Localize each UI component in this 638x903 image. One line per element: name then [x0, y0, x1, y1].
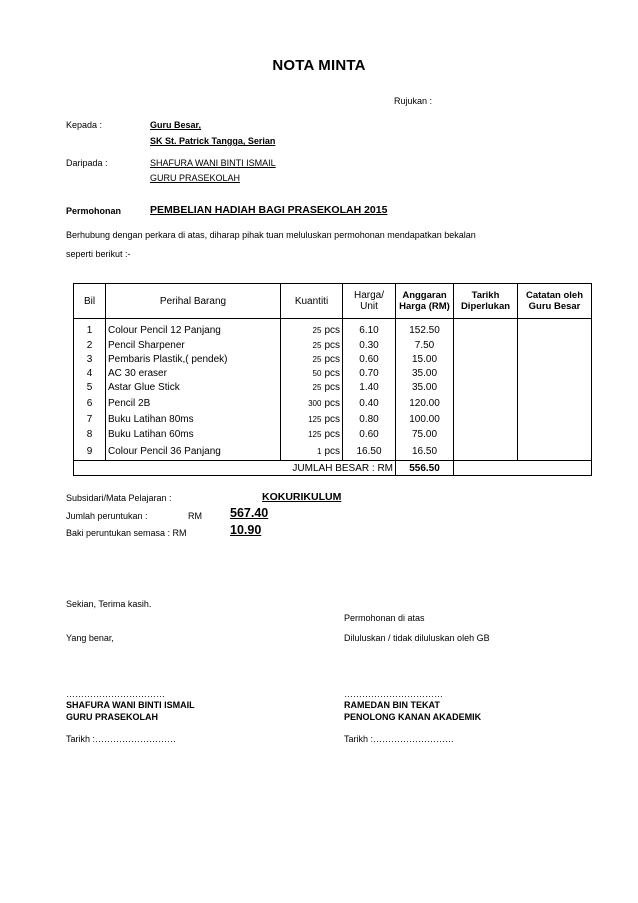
row-catatan — [518, 395, 592, 411]
total-blank — [454, 461, 592, 476]
table-row — [74, 442, 592, 461]
row-kuantiti — [281, 411, 343, 427]
table-row — [74, 411, 592, 427]
row-qty-number: 50 — [312, 368, 322, 378]
row-tarikh — [454, 338, 518, 352]
total-label: JUMLAH BESAR : RM — [74, 461, 396, 476]
row-qty-unit: pcs — [324, 367, 340, 379]
row-item: Buku Latihan 80ms — [106, 411, 281, 427]
permohonan-value: PEMBELIAN HADIAH BAGI PRASEKOLAH 2015 — [150, 204, 388, 216]
header-catatan — [518, 284, 592, 319]
daripada-label: Daripada : — [66, 158, 108, 168]
row-anggaran: 35.00 — [396, 366, 454, 380]
row-tarikh — [454, 380, 518, 395]
baki-value: 10.90 — [230, 523, 262, 537]
row-qty-unit: pcs — [324, 353, 340, 365]
baki-label: Baki peruntukan semasa : RM — [66, 528, 187, 538]
table-header-row — [74, 284, 592, 319]
row-kuantiti — [281, 338, 343, 352]
daripada-line2: GURU PRASEKOLAH — [150, 173, 241, 183]
header-harga-line1: Harga/ — [353, 290, 384, 301]
row-kuantiti — [281, 319, 343, 339]
sign-left-name: SHAFURA WANI BINTI ISMAIL — [66, 700, 195, 710]
header-catatan-line1: Catatan oleh — [525, 290, 583, 301]
row-kuantiti — [281, 427, 343, 442]
row-item: AC 30 eraser — [106, 366, 281, 380]
page-title: NOTA MINTA — [272, 57, 366, 74]
row-harga: 0.70 — [343, 366, 396, 380]
rujukan-label: Rujukan : — [394, 96, 433, 106]
tarikh-right: Tarikh :……………………… — [344, 734, 455, 744]
sign-right-title: PENOLONG KANAN AKADEMIK — [344, 712, 482, 722]
sign-right-name: RAMEDAN BIN TEKAT — [344, 700, 440, 710]
row-tarikh — [454, 319, 518, 339]
row-anggaran: 152.50 — [396, 319, 454, 339]
row-tarikh — [454, 427, 518, 442]
row-item: Pembaris Plastik,( pendek) — [106, 352, 281, 366]
row-harga: 0.80 — [343, 411, 396, 427]
row-kuantiti — [281, 395, 343, 411]
table-row — [74, 352, 592, 366]
row-tarikh — [454, 411, 518, 427]
row-qty-unit: pcs — [324, 382, 340, 393]
row-tarikh — [454, 442, 518, 461]
sekian-text: Sekian, Terima kasih. — [66, 599, 152, 609]
row-qty-number: 25 — [312, 383, 322, 392]
header-anggaran-line2: Harga (RM) — [399, 301, 450, 312]
kepada-line2: SK St. Patrick Tangga, Serian — [150, 136, 276, 146]
row-catatan — [518, 352, 592, 366]
row-qty-unit: pcs — [324, 339, 340, 351]
header-tarikh-line1: Tarikh — [471, 290, 500, 301]
permohonan-label: Permohonan — [66, 206, 122, 216]
row-item: Buku Latihan 60ms — [106, 427, 281, 442]
daripada-line1: SHAFURA WANI BINTI ISMAIL — [150, 158, 276, 168]
row-qty-number: 125 — [308, 414, 322, 424]
header-anggaran-line1: Anggaran — [402, 290, 447, 301]
header-bil: Bil — [74, 284, 106, 319]
row-catatan — [518, 366, 592, 380]
row-catatan — [518, 338, 592, 352]
row-anggaran: 100.00 — [396, 411, 454, 427]
row-harga: 1.40 — [343, 380, 396, 395]
row-qty-unit: pcs — [324, 429, 340, 440]
table-row — [74, 319, 592, 339]
row-bil: 4 — [74, 366, 106, 380]
body-line2: seperti berikut :- — [66, 249, 131, 259]
kepada-label: Kepada : — [66, 120, 103, 130]
row-bil: 9 — [74, 442, 106, 461]
subsidari-label: Subsidari/Mata Pelajaran : — [66, 493, 172, 503]
signature-line-right: …………………………… — [344, 689, 443, 699]
row-qty-unit: pcs — [324, 397, 340, 409]
table-row — [74, 338, 592, 352]
row-anggaran: 35.00 — [396, 380, 454, 395]
jumlah-label: Jumlah peruntukan : — [66, 511, 148, 521]
row-kuantiti — [281, 366, 343, 380]
total-row — [74, 461, 592, 476]
row-qty-number: 1 — [316, 446, 322, 456]
row-bil: 1 — [74, 319, 106, 339]
row-catatan — [518, 442, 592, 461]
row-anggaran: 16.50 — [396, 442, 454, 461]
row-catatan — [518, 380, 592, 395]
row-harga: 0.60 — [343, 352, 396, 366]
header-harga — [343, 284, 396, 319]
tarikh-left: Tarikh :……………………… — [66, 734, 177, 744]
row-tarikh — [454, 366, 518, 380]
row-bil: 7 — [74, 411, 106, 427]
row-tarikh — [454, 352, 518, 366]
row-harga: 16.50 — [343, 442, 396, 461]
jumlah-rm: RM — [188, 511, 202, 521]
row-bil: 2 — [74, 338, 106, 352]
row-bil: 5 — [74, 380, 106, 395]
items-table — [73, 283, 592, 476]
row-bil: 6 — [74, 395, 106, 411]
row-kuantiti — [281, 380, 343, 395]
row-harga: 0.60 — [343, 427, 396, 442]
row-anggaran: 75.00 — [396, 427, 454, 442]
row-bil: 3 — [74, 352, 106, 366]
row-harga: 6.10 — [343, 319, 396, 339]
table-row — [74, 366, 592, 380]
row-item: Pencil Sharpener — [106, 338, 281, 352]
body-line1: Berhubung dengan perkara di atas, diharap pihak tuan meluluskan permohonan mendapatkan bekalan — [66, 230, 476, 240]
jumlah-value: 567.40 — [230, 506, 269, 520]
diluluskan-text: Diluluskan / tidak diluluskan oleh GB — [344, 633, 490, 643]
permohonan-di-atas: Permohonan di atas — [344, 613, 425, 623]
row-qty-unit: pcs — [324, 413, 340, 425]
header-catatan-line2: Guru Besar — [528, 301, 581, 312]
row-qty-number: 300 — [308, 398, 322, 408]
row-qty-number: 125 — [308, 430, 322, 439]
yang-benar: Yang benar, — [66, 633, 114, 643]
row-qty-number: 25 — [312, 340, 322, 350]
sign-left-title: GURU PRASEKOLAH — [66, 712, 159, 722]
row-qty-unit: pcs — [324, 445, 340, 457]
table-row — [74, 380, 592, 395]
row-item: Astar Glue Stick — [106, 380, 281, 395]
header-harga-line2: Unit — [360, 301, 378, 312]
row-harga: 0.30 — [343, 338, 396, 352]
row-anggaran: 120.00 — [396, 395, 454, 411]
row-anggaran: 15.00 — [396, 352, 454, 366]
kepada-line1: Guru Besar, — [150, 120, 202, 130]
row-catatan — [518, 411, 592, 427]
subsidari-value: KOKURIKULUM — [262, 491, 342, 503]
signature-line-left: …………………………… — [66, 689, 165, 699]
row-harga: 0.40 — [343, 395, 396, 411]
row-kuantiti — [281, 352, 343, 366]
table-row — [74, 395, 592, 411]
header-kuantiti: Kuantiti — [281, 284, 343, 319]
row-kuantiti — [281, 442, 343, 461]
row-qty-number: 25 — [312, 325, 322, 335]
row-item: Pencil 2B — [106, 395, 281, 411]
table-row — [74, 427, 592, 442]
header-tarikh-line2: Diperlukan — [460, 301, 511, 312]
row-catatan — [518, 319, 592, 339]
header-tarikh — [454, 284, 518, 319]
total-value: 556.50 — [396, 461, 454, 476]
row-anggaran: 7.50 — [396, 338, 454, 352]
row-tarikh — [454, 395, 518, 411]
header-perihal: Perihal Barang — [106, 284, 281, 319]
row-bil: 8 — [74, 427, 106, 442]
row-qty-unit: pcs — [324, 324, 340, 336]
row-catatan — [518, 427, 592, 442]
row-qty-number: 25 — [312, 354, 322, 364]
row-item: Colour Pencil 12 Panjang — [106, 319, 281, 339]
row-item: Colour Pencil 36 Panjang — [106, 442, 281, 461]
header-anggaran — [396, 284, 454, 319]
